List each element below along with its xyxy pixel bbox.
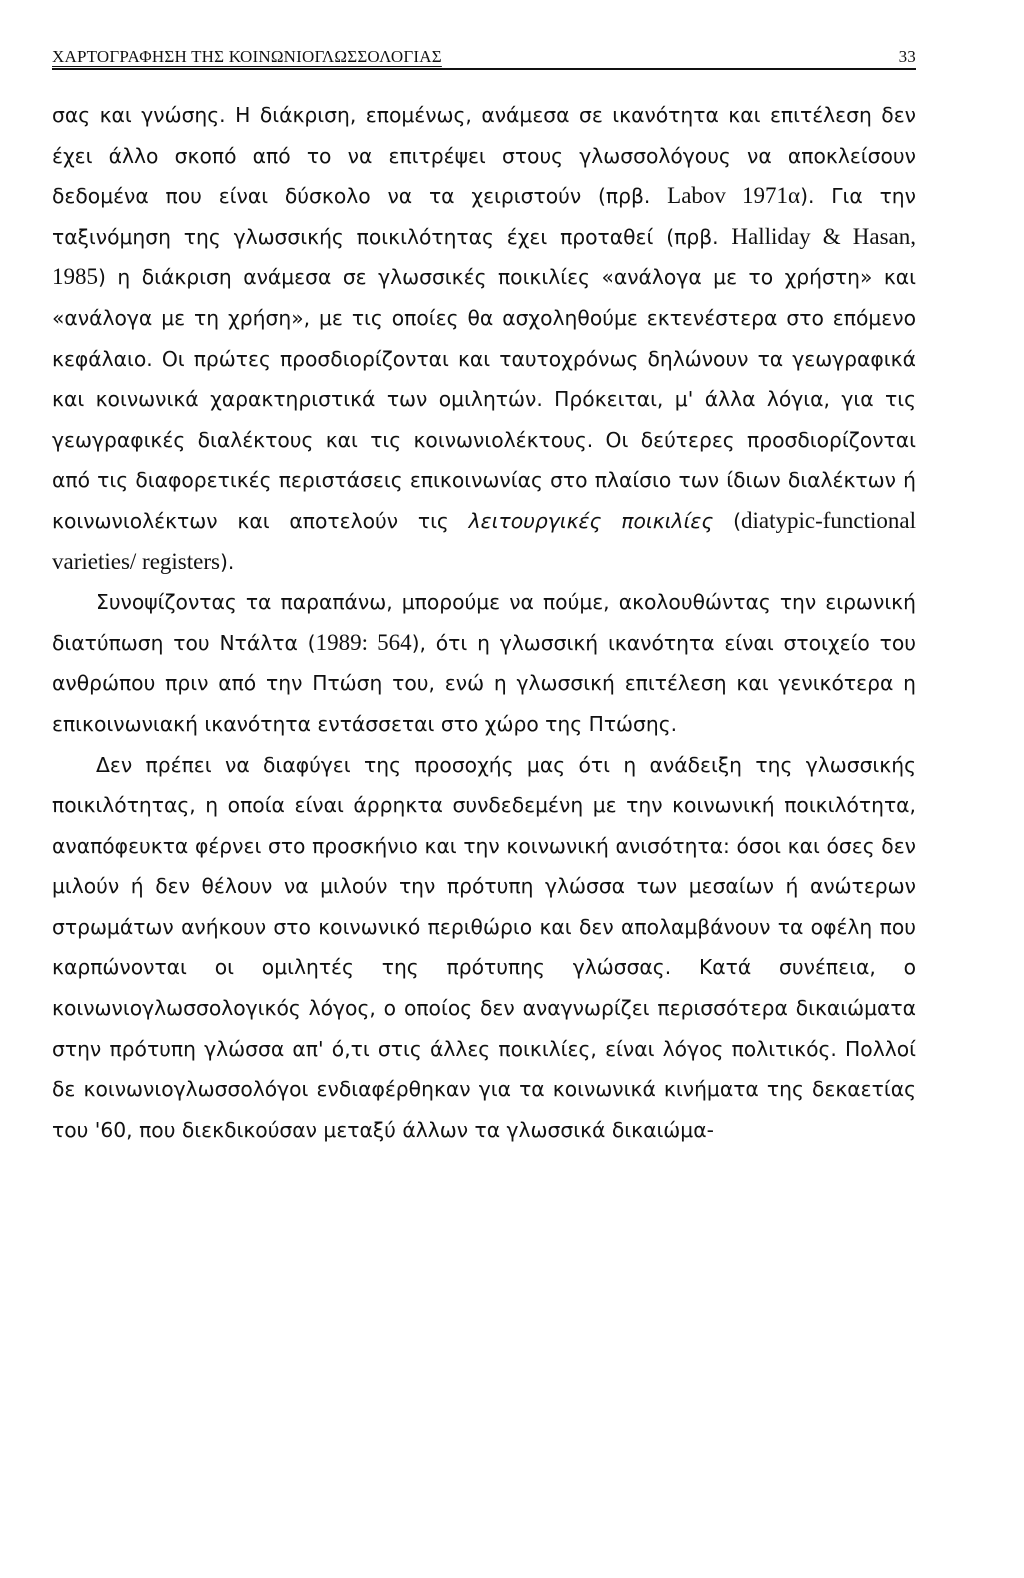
emphasis-functional-varieties: λειτουργικές ποικιλίες <box>468 508 714 533</box>
page-body <box>52 95 916 1150</box>
paragraph-3-text: Δεν πρέπει να διαφύγει της προσοχής μας ότι η ανάδειξη της γλωσσικής ποικιλότητας, η οποία είναι άρρηκτα συνδεδεμένη με την κοινωνική ποικιλότητα, αναπόφευκτα φέρνει στο προσκήνιο και την κοινωνική ανισότητα: όσοι και όσες δεν μιλούν ή δεν θέλουν να μιλούν την πρότυπη γλώσσα των μεσαίων ή ανώτερων στρωμάτων ανήκουν στο κοινωνικό περιθώριο και δεν απολαμβάνουν τα οφέλη που καρπώνονται οι ομιλητές της πρότυπης γλώσσας. Κατά συνέπεια, ο κοινωνιογλωσσολογικός λόγος, ο οποίος δεν αναγνωρίζει περισσότερα δικαιώματα στην πρότυπη γλώσσα απ' ό,τι στις άλλες ποικιλίες, είναι λόγος πολιτικός. Πολλοί δε κοινωνιογλωσσολόγοι ενδιαφέρθηκαν για τα κοινωνικά κινήματα της δεκαετίας του '60, που διεκδικούσαν μεταξύ άλλων τα γλωσσικά δικαιώμα- <box>52 752 916 1142</box>
citation-dalta: 1989: 564 <box>315 629 412 655</box>
paragraph-1-text-b: ). Για την ταξινόμηση της γλωσσικής ποικιλότητας έχει προταθεί (πρβ. <box>52 184 916 249</box>
page-number: 33 <box>898 47 916 66</box>
paragraph-1-text-c: ) η διάκριση ανάμεσα σε γλωσσικές ποικιλίες «ανάλογα με το χρήστη» και «ανάλογα με τη χρήση», με τις οποίες θα ασχοληθούμε εκτενέστερα στο επόμενο κεφάλαιο. Οι πρώτες προσδιορίζονται και ταυτοχρόνως δηλώνουν τα γεωγραφικά και κοινωνικά χαρακτηριστικά των ομιλητών. Πρόκειται, μ' άλλα λόγια, για τις γεωγραφικές διαλέκτους και τις κοινωνιολέκτους. Οι δεύτερες προσδιορίζονται από τις διαφορετικές περιστάσεις επικοινωνίας στο πλαίσιο των ίδιων διαλέκτων ή κοινωνιολέκτων και αποτελούν τις <box>52 265 916 533</box>
running-header <box>52 42 916 70</box>
paragraph-2-text-a: Συνοψίζοντας τα παραπάνω, μπορούμε να πούμε, ακολουθώντας την ειρωνική διατύπωση του Ντάλτα ( <box>52 590 916 655</box>
paragraph-1-text-d: ( <box>713 508 741 533</box>
citation-halliday-hasan: Halliday & Hasan, 1985 <box>52 223 916 290</box>
paragraph-1 <box>52 95 916 582</box>
paragraph-1-text-e: ). <box>219 549 235 574</box>
paragraph-3 <box>52 745 916 1151</box>
paragraph-2 <box>52 582 916 744</box>
paragraph-2-text-b: ), ότι η γλωσσική ικανότητα είναι στοιχείο του ανθρώπου πριν από την Πτώση του, ενώ η γλωσσική επιτέλεση και γενικότερα η επικοινωνιακή ικανότητα εντάσσεται στο χώρο της Πτώσης. <box>52 630 917 736</box>
english-term: diatypic-functional varieties/ registers <box>52 507 916 574</box>
paragraph-1-text-a: σας και γνώσης. Η διάκριση, επομένως, ανάμεσα σε ικανότητα και επιτέλεση δεν έχει άλλο σκοπό από το να επιτρέψει στους γλωσσολόγους να αποκλείσουν δεδομένα που είναι δύσκολο να τα χειριστούν (πρβ. <box>52 103 916 209</box>
citation-labov: Labov 1971α <box>667 183 801 209</box>
running-header-title: ΧΑΡΤΟΓΡΑΦΗΣΗ ΤΗΣ ΚΟΙΝΩΝΙΟΓΛΩΣΣΟΛΟΓΙΑΣ <box>52 47 442 66</box>
